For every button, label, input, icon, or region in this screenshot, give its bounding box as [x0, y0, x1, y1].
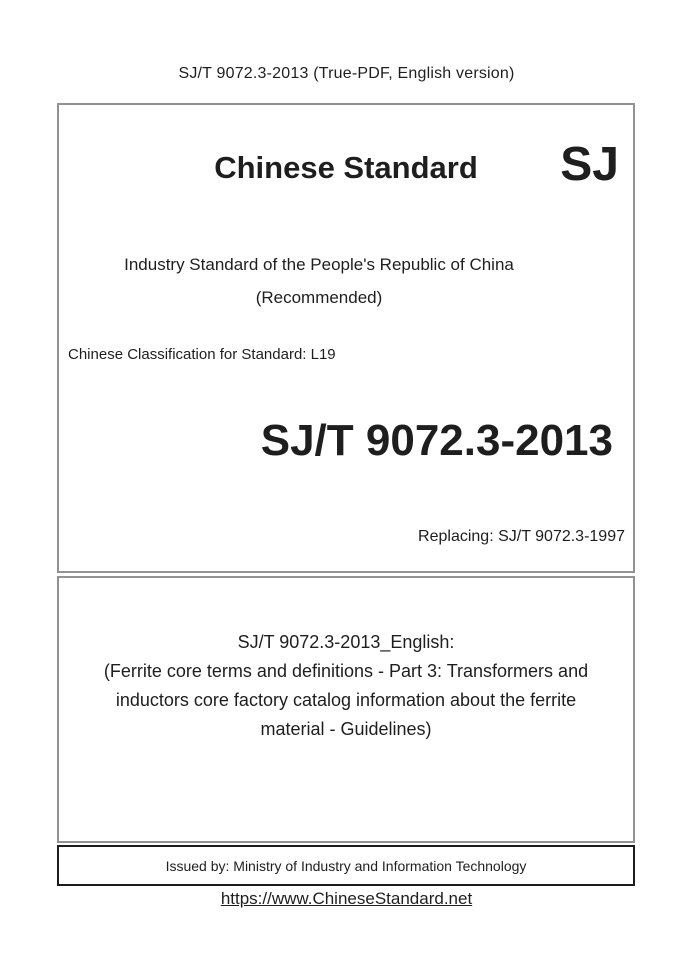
brand-title: Chinese Standard [214, 150, 478, 185]
replacing-note: Replacing: SJ/T 9072.3-1997 [418, 528, 625, 545]
classification-code: Chinese Classification for Standard: L19 [68, 346, 336, 363]
cover-box [57, 103, 635, 573]
footer-link[interactable]: https://www.ChineseStandard.net [220, 889, 473, 908]
title-box [57, 576, 635, 843]
english-title [59, 578, 633, 744]
english-title-line4: material - Guidelines) [260, 719, 432, 739]
standard-type-line1: Industry Standard of the People's Republic of China [124, 255, 514, 274]
document-header: SJ/T 9072.3-2013 (True-PDF, English version) [178, 65, 515, 82]
issuer-box [57, 845, 635, 886]
standard-type [59, 248, 579, 314]
standard-type-line2: (Recommended) [255, 288, 383, 307]
english-title-line2: (Ferrite core terms and definitions - Part 3: Transformers and [103, 661, 589, 681]
english-title-line3: inductors core factory catalog information about the ferrite [115, 690, 577, 710]
english-title-line1: SJ/T 9072.3-2013_English: [237, 632, 455, 652]
issuer-text: Issued by: Ministry of Industry and Information Technology [165, 857, 527, 874]
document-footer [0, 889, 693, 909]
sj-logo: SJ [560, 138, 619, 191]
standard-number: SJ/T 9072.3-2013 [260, 416, 613, 465]
